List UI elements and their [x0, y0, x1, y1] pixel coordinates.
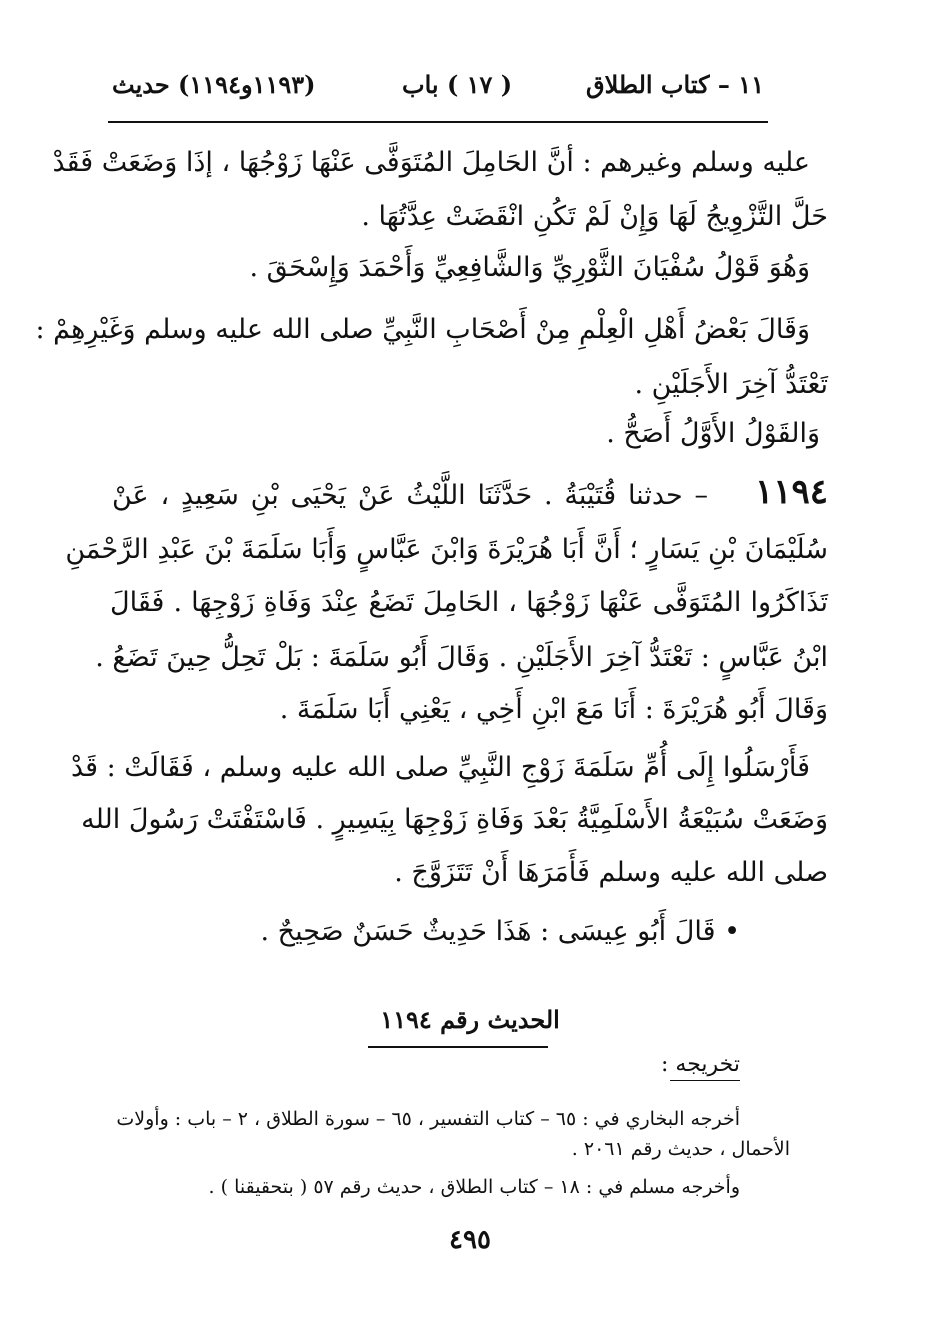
text-line: وَقَالَ أَبُو هُرَيْرَةَ : أَنَا مَعَ ابْنِ أَخِي ، يَعْنِي أَبَا سَلَمَةَ .: [279, 694, 828, 725]
takhrij-label: تخريجه :: [661, 1052, 740, 1077]
text-line: تَعْتَدُّ آخِرَ الأَجَلَيْنِ .: [634, 369, 828, 400]
text-line: وَالقَوْلُ الأَوَّلُ أَصَحُّ .: [606, 418, 820, 449]
section-divider: [368, 1046, 548, 1048]
text-line: سُلَيْمَانَ بْنِ يَسَارٍ ؛ أَنَّ أَبَا هُرَيْرَةَ وَابْنَ عَبَّاسٍ وَأَبَا سَلَمَةَ بْنَ عَبْدِ الرَّحْمَنِ: [65, 534, 828, 565]
chapter-label: ( ١٧ ) باب: [402, 70, 513, 99]
page-header: [112, 70, 764, 110]
book-title: ١١ – كتاب الطلاق: [585, 70, 764, 99]
text-line: – حدثنا قُتَيْبَةُ . حَدَّثَنَا اللَّيْثُ عَنْ يَحْيَى بْنِ سَعِيدٍ ، عَنْ: [112, 480, 708, 511]
text-line: وَقَالَ بَعْضُ أَهْلِ الْعِلْمِ مِنْ أَصْحَابِ النَّبِيِّ صلى الله عليه وسلم وَغَيْرِهِمْ :: [35, 314, 810, 345]
page-number: ٤٩٥: [449, 1225, 491, 1255]
text-line: عليه وسلم وغيرهم : أنَّ الحَامِلَ المُتَوَفَّى عَنْهَا زَوْجُهَا ، إذَا وَضَعَتْ فَقَدْ: [52, 147, 810, 178]
text-line: • قَالَ أَبُو عِيسَى : هَذَا حَدِيثٌ حَسَنٌ صَحِيحٌ .: [260, 916, 740, 947]
hadith-number: [755, 472, 828, 515]
hadith-number-value: ١١٩٤: [754, 472, 828, 512]
takhrij-underline: [670, 1080, 740, 1081]
text-line: تَذَاكَرُوا المُتَوَفَّى عَنْهَا زَوْجُهَا ، الحَامِلَ تَضَعُ عِنْدَ وَفَاةِ زَوْجِهَا . فَقَالَ: [110, 587, 828, 618]
footnote-line: الأحمال ، حديث رقم ٢٠٦١ .: [571, 1138, 790, 1160]
text-line: ابْنُ عَبَّاسٍ : تَعْتَدُّ آخِرَ الأَجَلَيْنِ . وَقَالَ أَبُو سَلَمَةَ : بَلْ تَحِلُّ حِينَ تَضَعُ .: [95, 642, 828, 673]
text-line: فَأَرْسَلُوا إِلَى أُمِّ سَلَمَةَ زَوْجِ النَّبِيِّ صلى الله عليه وسلم ، فَقَالَتْ : قَدْ: [70, 752, 810, 783]
text-line: حَلَّ التَّزْوِيجُ لَهَا وَإِنْ لَمْ تَكُنِ انْقَضَتْ عِدَّتُهَا .: [361, 201, 828, 232]
text-line: وَضَعَتْ سُبَيْعَةُ الأَسْلَمِيَّةُ بَعْدَ وَفَاةِ زَوْجِهَا بِيَسِيرٍ . فَاسْتَفْتَتْ رَسُولَ الله: [81, 804, 828, 835]
section-title: الحديث رقم ١١٩٤: [380, 1005, 560, 1034]
text-line: وَهُوَ قَوْلُ سُفْيَانَ الثَّوْرِيِّ وَالشَّافِعِيِّ وَأَحْمَدَ وَإِسْحَقَ .: [249, 252, 810, 283]
footnote-line: أخرجه البخاري في : ٦٥ – كتاب التفسير ، ٦٥ – سورة الطلاق ، ٢ – باب : وأولات: [116, 1108, 740, 1130]
header-divider: [108, 121, 768, 123]
text-line: صلى الله عليه وسلم فَأَمَرَهَا أَنْ تَتَزَوَّجَ .: [394, 857, 828, 888]
footnote-line: وأخرجه مسلم في : ١٨ – كتاب الطلاق ، حديث رقم ٥٧ ( بتحقيقنا ) .: [208, 1176, 740, 1198]
hadith-range: (١١٩٣و١١٩٤) حديث: [112, 70, 316, 99]
